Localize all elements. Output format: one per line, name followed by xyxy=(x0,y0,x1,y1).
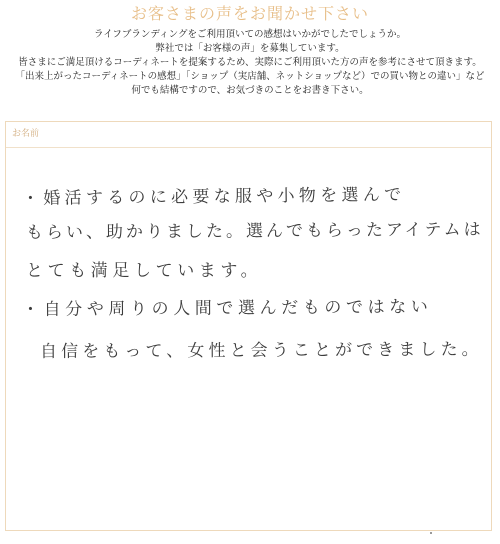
intro-line: 弊社では「お客様の声」を募集しています。 xyxy=(155,43,345,54)
intro-line: 何でも結構ですので、お気づきのことをお書き下さい。 xyxy=(131,85,369,96)
handwritten-line: ・婚活するのに必要な服や小物を選んで xyxy=(21,184,406,209)
name-label: お名前 xyxy=(12,129,40,139)
feedback-form xyxy=(5,121,492,531)
intro-line: 「出来上がったコーディネートの感想」「ショップ（実店舗、ネットショップなど）での買い物との違い」など xyxy=(15,71,485,82)
handwritten-line: もらい、助かりました。選んでもらったアイテムは xyxy=(25,219,484,243)
name-field[interactable] xyxy=(6,122,491,148)
intro-text xyxy=(0,28,500,98)
intro-line: 皆さまにご満足頂けるコーディネートを提案するため、実際にご利用頂いた方の声を参考にさせて頂きます。 xyxy=(18,57,482,68)
intro-line: ライフブランディングをご利用頂いての感想はいかがでしたでしょうか。 xyxy=(94,29,406,40)
page-title: お客さまの声をお聞かせ下さい xyxy=(130,4,369,23)
handwritten-line: ・自分や周りの人間で選んだものではない xyxy=(21,297,433,320)
handwritten-line: 自信をもって、女性と会うことができました。 xyxy=(39,339,483,362)
comment-area[interactable] xyxy=(6,148,491,530)
scan-speck xyxy=(430,532,432,534)
handwritten-comment xyxy=(6,148,491,530)
handwritten-line: とても満足しています。 xyxy=(26,261,263,281)
page-header xyxy=(0,0,500,98)
